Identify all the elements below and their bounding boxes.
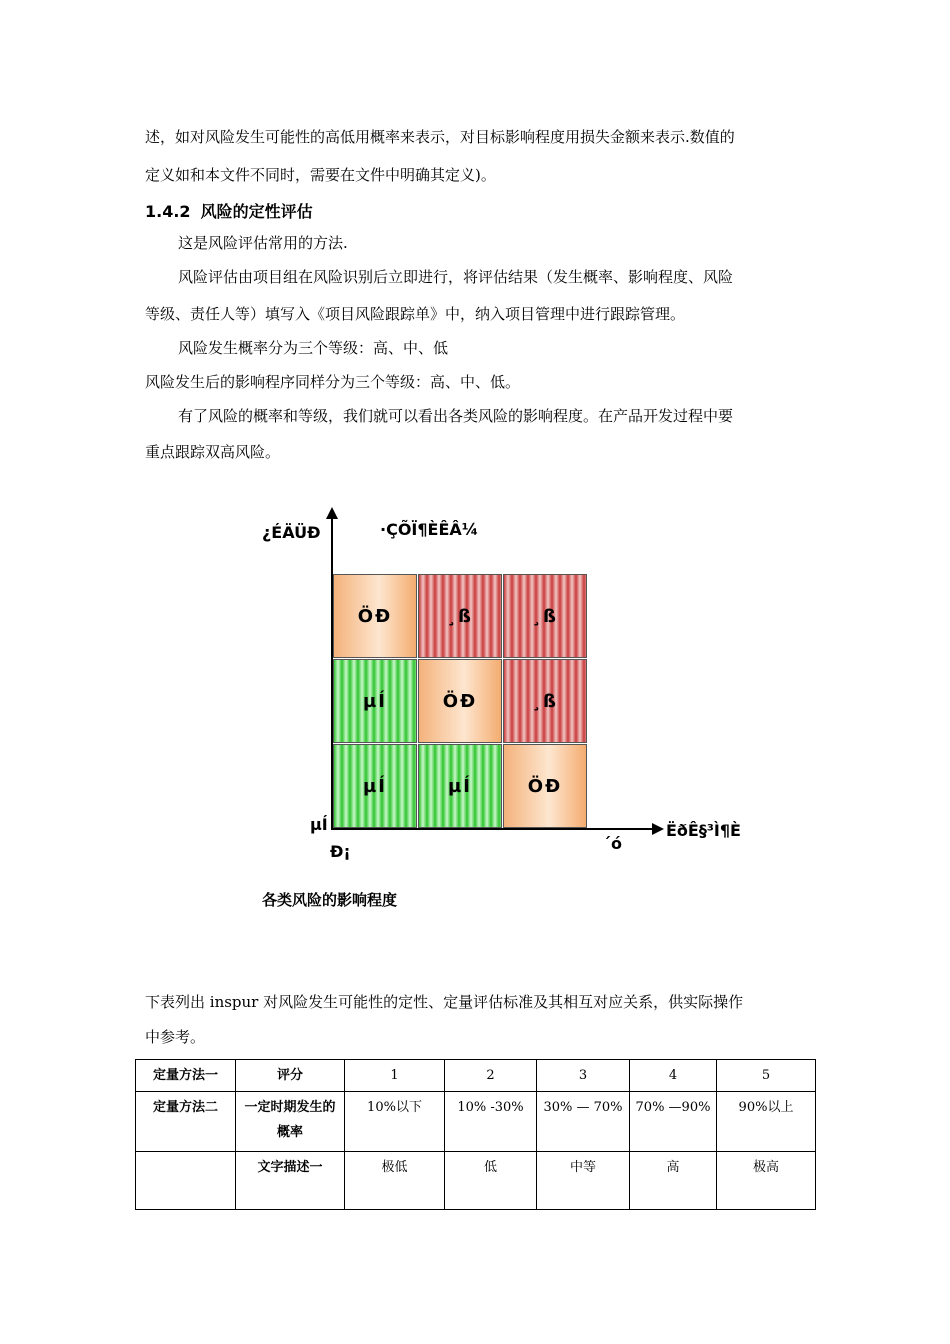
matrix-cell: ¸ß (418, 574, 502, 658)
table-row (136, 1152, 816, 1210)
matrix-cell: µÍ (418, 744, 502, 828)
table-cell: 文字描述一 (236, 1152, 345, 1210)
table-cell: 中等 (537, 1152, 630, 1210)
table-cell (136, 1152, 236, 1210)
matrix-cell: ¸ß (503, 659, 587, 743)
table-cell: 高 (630, 1152, 717, 1210)
x-axis-arrow (652, 823, 664, 835)
paragraph-line: 风险发生后的影响程序同样分为三个等级：高、中、低。 (145, 373, 521, 391)
table-cell: 5 (717, 1060, 816, 1092)
origin-small-label: Ð¡ (330, 842, 351, 861)
matrix-cell: ÖÐ (503, 744, 587, 828)
table-cell: 评分 (236, 1060, 345, 1092)
table-cell: 10% -30% (445, 1092, 537, 1152)
paragraph-line: 下表列出 inspur 对风险发生可能性的定性、定量评估标准及其相互对应关系，供实际操作 (145, 993, 744, 1011)
paragraph-line: 重点跟踪双高风险。 (145, 443, 281, 461)
x-axis-end-label: ´ó (603, 834, 622, 853)
table-cell: 一定时期发生的概率 (236, 1092, 345, 1152)
table-cell: 极高 (717, 1152, 816, 1210)
paragraph-line: 有了风险的概率和等级，我们就可以看出各类风险的影响程度。在产品开发过程中要 (178, 407, 734, 425)
y-axis-arrow (326, 507, 338, 519)
table-cell: 2 (445, 1060, 537, 1092)
section-heading (145, 199, 313, 222)
table-row (136, 1092, 816, 1152)
paragraph-line: 述，如对风险发生可能性的高低用概率来表示，对目标影响程度用损失金额来表示.数值的 (145, 128, 735, 146)
matrix-cell: µÍ (333, 744, 417, 828)
origin-low-label: µÍ (310, 815, 328, 834)
x-axis-line (331, 828, 656, 830)
table-cell: 定量方法二 (136, 1092, 236, 1152)
matrix-top-label: ·ÇÕÏ¶ÈÊÂ¼ (380, 520, 479, 539)
evaluation-table (135, 1059, 816, 1210)
table-cell: 3 (537, 1060, 630, 1092)
paragraph-line: 这是风险评估常用的方法. (178, 234, 348, 252)
heading-number: 1.4.2 (145, 202, 191, 221)
table-cell: 1 (345, 1060, 445, 1092)
paragraph-line: 风险评估由项目组在风险识别后立即进行，将评估结果（发生概率、影响程度、风险 (178, 268, 734, 286)
paragraph-line: 中参考。 (145, 1028, 206, 1046)
matrix-cell: ÖÐ (418, 659, 502, 743)
x-axis-label: ËðÊ§³Ì¶È (666, 821, 741, 840)
table-cell: 低 (445, 1152, 537, 1210)
table-cell: 定量方法一 (136, 1060, 236, 1092)
paragraph-line: 等级、责任人等）填写入《项目风险跟踪单》中，纳入项目管理中进行跟踪管理。 (145, 305, 686, 323)
figure-caption: 各类风险的影响程度 (262, 891, 398, 909)
table-cell: 70% —90% (630, 1092, 717, 1152)
table-cell: 4 (630, 1060, 717, 1092)
matrix-cell: ÖÐ (333, 574, 417, 658)
paragraph-line: 定义如和本文件不同时，需要在文件中明确其定义)。 (145, 166, 496, 184)
matrix-cell: ¸ß (503, 574, 587, 658)
table-cell: 10%以下 (345, 1092, 445, 1152)
heading-text: 风险的定性评估 (200, 202, 313, 221)
paragraph-line: 风险发生概率分为三个等级：高、中、低 (178, 339, 449, 357)
y-axis-label: ¿ÉÄÜÐ (262, 523, 321, 542)
table-cell: 90%以上 (717, 1092, 816, 1152)
matrix-cell: µÍ (333, 659, 417, 743)
table-row (136, 1060, 816, 1092)
table-cell: 极低 (345, 1152, 445, 1210)
table-cell: 30% — 70% (537, 1092, 630, 1152)
